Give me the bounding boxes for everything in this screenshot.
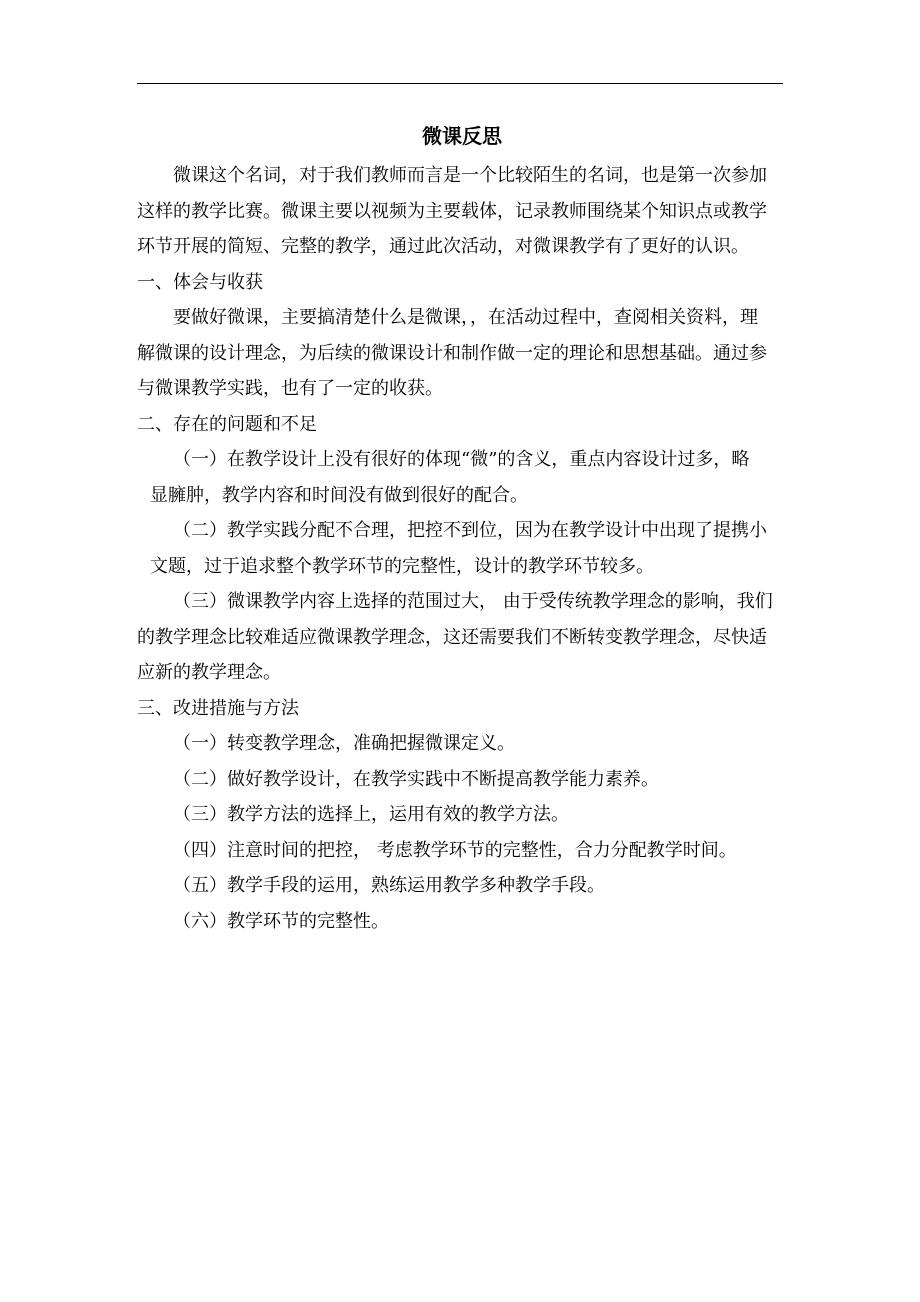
header-rule (137, 83, 783, 84)
section-heading-3: 三、改进措施与方法 (137, 697, 299, 719)
intro-paragraph (137, 158, 787, 265)
list-item: （六）教学环节的完整性。 (173, 910, 389, 932)
section1-paragraph (137, 300, 787, 407)
list-item: （四）注意时间的把控， 考虑教学环节的完整性，合力分配教学时间。 (173, 839, 737, 861)
section2-line: 显臃肿，教学内容和时间没有做到很好的配合。 (150, 484, 528, 506)
intro-line: 微课这个名词，对于我们教师而言是一个比较陌生的名词，也是第一次参加 (173, 165, 767, 186)
section2-item-3 (137, 584, 787, 691)
list-item: （五）教学手段的运用，熟练运用教学多种教学手段。 (173, 875, 605, 896)
list-item: （二）做好教学设计，在教学实践中不断提高教学能力素养。 (173, 768, 659, 790)
section-heading-1: 一、体会与收获 (137, 271, 263, 293)
list-item: （一）转变教学理念，准确把握微课定义。 (173, 733, 515, 754)
section1-line: 要做好微课，主要搞清楚什么是微课，，在活动过程中，查阅相关资料，理 (173, 307, 758, 328)
intro-line: 这样的教学比赛。微课主要以视频为主要载体，记录教师围绕某个知识点或教学 (137, 200, 767, 222)
section2-line: 应新的教学理念。 (137, 662, 281, 683)
section2-line: （三）微课教学内容上选择的范围过大， 由于受传统教学理念的影响，我们 (173, 591, 773, 612)
list-item: （三）教学方法的选择上，运用有效的教学方法。 (173, 804, 569, 825)
intro-line: 环节开展的简短、完整的教学，通过此次活动，对微课教学有了更好的认识。 (137, 236, 749, 257)
section2-line: 的教学理念比较难适应微课教学理念，这还需要我们不断转变教学理念，尽快适 (137, 626, 767, 648)
section2-line: （二）教学实践分配不合理，把控不到位，因为在教学设计中出现了提携小 (173, 520, 767, 541)
section2-item-2 (137, 513, 787, 584)
section2-line: （一）在教学设计上没有很好的体现“微”的含义，重点内容设计过多，略 (173, 449, 750, 470)
section3-list (137, 726, 787, 939)
section2-item-1 (137, 442, 787, 513)
document-body (137, 118, 787, 939)
section1-line: 解微课的设计理念，为后续的微课设计和制作做一定的理论和思想基础。通过参 (137, 342, 767, 364)
section-heading-2: 二、存在的问题和不足 (137, 413, 317, 435)
section2-line: 文题，过于追求整个教学环节的完整性，设计的教学环节较多。 (150, 555, 654, 577)
document-title: 微课反思 (422, 124, 502, 148)
section1-line: 与微课教学实践，也有了一定的收获。 (137, 378, 443, 399)
